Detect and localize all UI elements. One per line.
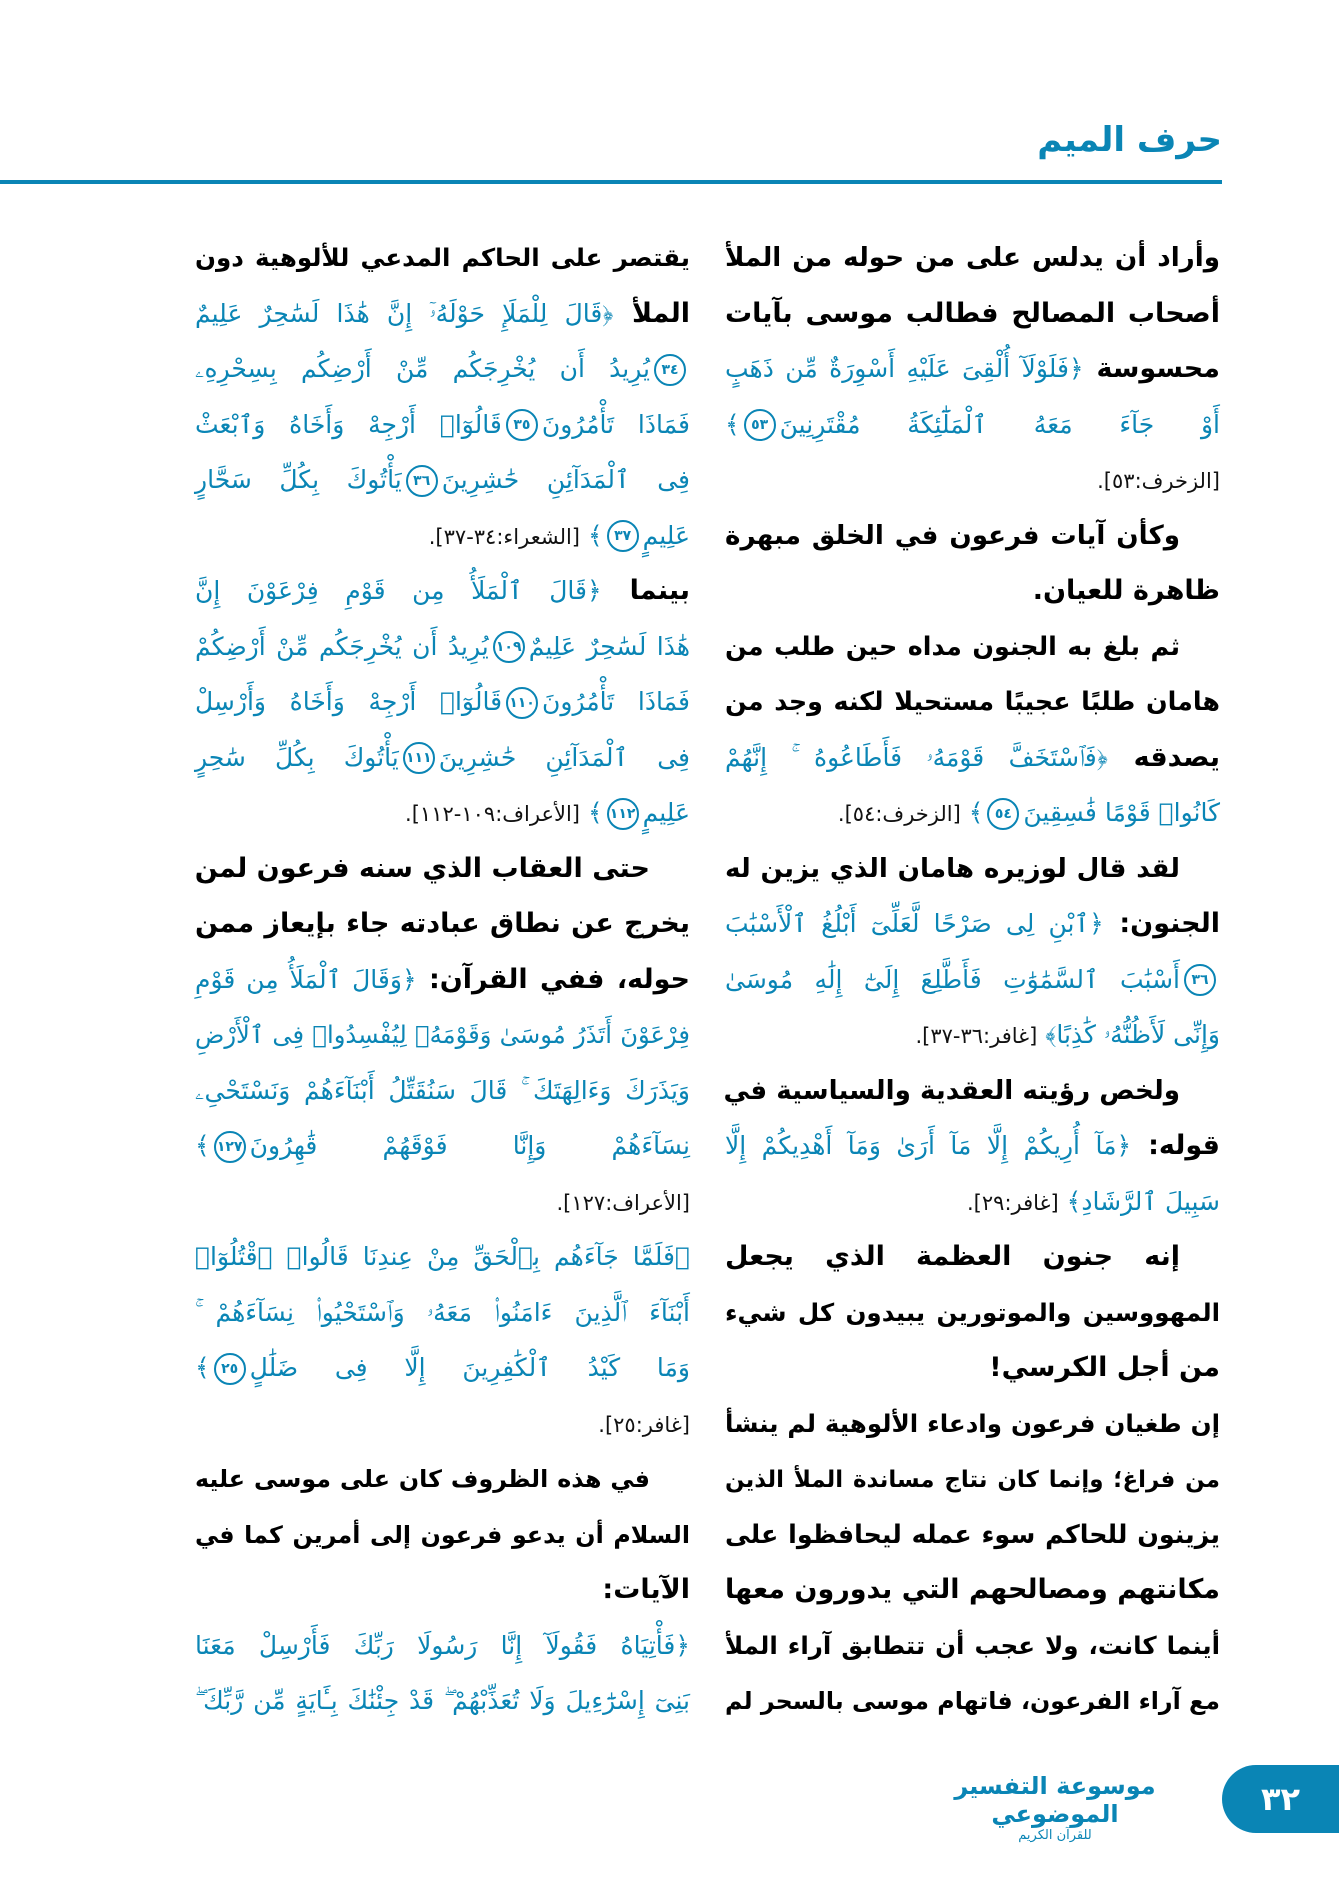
text-line: [195, 785, 690, 841]
quran-verse-text: سَبِيلَ ٱلرَّشَادِ﴾: [1058, 1186, 1220, 1216]
body-text: مع آراء الفرعون، فاتهام موسى بالسحر لم: [725, 1687, 1220, 1715]
ayah-number-marker: ٢٥: [214, 1353, 246, 1385]
body-text: مكانتهم ومصالحهم التي يدورون معها: [725, 1574, 1220, 1605]
text-line: [725, 1673, 1220, 1729]
body-text: ظاهرة للعيان.: [1032, 575, 1220, 606]
text-line: [725, 619, 1220, 675]
text-line: [725, 1229, 1220, 1285]
quran-verse-text: ﴾: [580, 520, 603, 550]
text-line: [195, 230, 690, 286]
verse-reference: [غافر:٣٦-٣٧].: [915, 1024, 1038, 1048]
logo-subtitle: للقرآن الكريم: [1018, 1828, 1092, 1843]
body-text: وأراد أن يدلس على من حوله من الملأ: [725, 243, 1220, 273]
text-line: [725, 1507, 1220, 1563]
text-line: [195, 674, 690, 730]
text-line: [725, 286, 1220, 342]
quran-verse-text: بَنِىٓ إِسْرَٰٓءِيلَ وَلَا تُعَذِّبْهُمْ ۖ قَدْ جِئْنَٰكَ بِـَٔايَةٍ مِّن رَّبِّكَ ۖ: [195, 1686, 690, 1715]
body-text: ولخص رؤيته العقدية والسياسية في: [723, 1075, 1180, 1106]
body-text: وكأن آيات فرعون في الخلق مبهرة: [725, 520, 1180, 551]
body-text: يقتصر على الحاكم المدعي للألوهية دون: [195, 243, 690, 272]
chapter-heading: حرف الميم: [1037, 120, 1222, 160]
text-line: [195, 341, 690, 397]
quran-verse-text: وَإِنِّى لَأَظُنُّهُۥ كَٰذِبًا﴾: [1037, 1020, 1220, 1049]
text-line: [725, 508, 1220, 564]
quran-verse-text: ﴾: [195, 1353, 210, 1382]
text-line: [195, 397, 690, 453]
ayah-number-marker: ١١٠: [506, 687, 538, 719]
verse-reference: [الشعراء:٣٤-٣٧].: [428, 524, 580, 549]
body-text: أصحاب المصالح فطالب موسى بآيات: [725, 297, 1220, 329]
text-line: [725, 1063, 1220, 1119]
text-line: [725, 785, 1220, 841]
text-line: [725, 1174, 1220, 1230]
body-text: من أجل الكرسي!: [989, 1352, 1220, 1383]
text-line: [195, 1451, 690, 1507]
body-text: أينما كانت، ولا عجب أن تتطابق آراء الملأ: [725, 1630, 1220, 1660]
ayah-number-marker: ١١١: [403, 742, 435, 774]
text-line: [195, 563, 690, 619]
quran-verse-text: قَالُوٓا۟ أَرْجِهْ وَأَخَاهُ وَأَرْسِلْ: [195, 687, 503, 716]
body-text: قوله:: [1131, 1130, 1220, 1161]
body-text: حوله، ففي القرآن:: [416, 963, 690, 995]
text-line: [195, 896, 690, 952]
verse-reference: [الزخرف:٥٤].: [837, 802, 961, 826]
ayah-number-marker: ١٢٧: [214, 1131, 246, 1163]
verse-reference: [الأعراف:١٠٩-١١٢].: [405, 802, 580, 826]
text-line: [195, 952, 690, 1008]
text-line: [725, 1396, 1220, 1452]
ayah-number-marker: ٣٦: [406, 465, 438, 497]
body-text: السلام أن يدعو فرعون إلى أمرين كما في: [195, 1520, 690, 1549]
quran-verse-text: فَمَاذَا تَأْمُرُونَ: [542, 687, 690, 716]
quran-verse-text: ﴿وَقَالَ ٱلْمَلَأُ مِن قَوْمِ: [195, 964, 417, 994]
text-line: [195, 1396, 690, 1452]
text-line: [195, 730, 690, 786]
text-line: [725, 397, 1220, 453]
quran-verse-text: ﴾: [960, 798, 984, 827]
text-line: [725, 452, 1220, 508]
text-line: [725, 563, 1220, 619]
text-column-left: [195, 230, 690, 1729]
text-line: [725, 674, 1220, 730]
ayah-number-marker: ٥٤: [987, 798, 1019, 830]
body-text: الجنون:: [1103, 908, 1221, 939]
text-line: [725, 1007, 1220, 1063]
quran-verse-text: هَٰذَا لَسَٰحِرٌ عَلِيمٌ: [528, 631, 691, 661]
text-line: [195, 452, 690, 508]
body-text: الملأ: [613, 297, 690, 329]
body-text: حتى العقاب الذي سنه فرعون لمن: [194, 852, 650, 884]
text-line: [195, 1285, 690, 1341]
text-column-right: [725, 230, 1220, 1729]
verse-reference: [غافر:٢٥].: [598, 1412, 690, 1437]
ayah-number-marker: ٥٣: [744, 409, 776, 441]
verse-reference: [الأعراف:١٢٧].: [556, 1190, 690, 1215]
quran-verse-text: أَبْنَآءَ ٱلَّذِينَ ءَامَنُوا۟ مَعَهُۥ وَٱسْتَحْيُوا۟ نِسَآءَهُمْ ۚ: [195, 1297, 690, 1327]
body-text: يخرج عن نطاق عبادته جاء بإيعاز ممن: [195, 908, 690, 939]
text-line: [195, 1229, 690, 1285]
text-line: [725, 952, 1220, 1008]
encyclopedia-logo: [930, 1772, 1180, 1843]
ayah-number-marker: ٣٦: [1184, 964, 1216, 996]
quran-verse-text: ﴿ٱبْنِ لِى صَرْحًا لَّعَلِّىٓ أَبْلُغُ ٱلْأَسْبَٰبَ: [725, 909, 1104, 938]
quran-verse-text: فَمَاذَا تَأْمُرُونَ: [541, 409, 690, 439]
body-text: هامان طلبًا عجيبًا مستحيلا لكنه وجد من: [725, 686, 1220, 716]
quran-verse-text: فِى ٱلْمَدَآئِنِ حَٰشِرِينَ: [441, 465, 691, 494]
text-line: [195, 1507, 690, 1563]
text-line: [195, 1618, 690, 1674]
text-line: [725, 1562, 1220, 1618]
text-line: [195, 1340, 690, 1396]
body-text: إنه جنون العظمة الذي يجعل: [725, 1241, 1180, 1272]
quran-verse-text: ﴿قَالَ ٱلْمَلَأُ مِن قَوْمِ فِرْعَوْنَ إِنَّ: [195, 576, 602, 605]
body-text: من فراغ؛ وإنما كان نتاج مساندة الملأ الذين: [725, 1467, 1220, 1493]
quran-verse-text: فِى ٱلْمَدَآئِنِ حَٰشِرِينَ: [438, 742, 690, 772]
quran-verse-text: كَانُوا۟ قَوْمًا فَٰسِقِينَ: [1023, 798, 1220, 827]
quran-verse-text: عَلِيمٍ: [642, 520, 690, 550]
header-divider: [0, 180, 1222, 184]
page-number: ٣٢: [1222, 1765, 1339, 1833]
quran-verse-text: فِرْعَوْنَ أَتَذَرُ مُوسَىٰ وَقَوْمَهُۥ لِيُفْسِدُوا۟ فِى ٱلْأَرْضِ: [195, 1020, 690, 1049]
text-line: [195, 619, 690, 675]
text-line: [195, 841, 690, 897]
quran-verse-text: وَمَا كَيْدُ ٱلْكَٰفِرِينَ إِلَّا فِى ضَلَٰلٍ: [249, 1353, 690, 1382]
ayah-number-marker: ٣٥: [506, 409, 538, 441]
text-line: [195, 1007, 690, 1063]
ayah-number-marker: ٣٧: [607, 520, 639, 552]
quran-verse-text: ﴿مَآ أُرِيكُمْ إِلَّا مَآ أَرَىٰ وَمَآ أَهْدِيكُمْ إِلَّا: [725, 1131, 1132, 1160]
quran-verse-text: يُرِيدُ أَن يُخْرِجَكُم مِّنْ أَرْضِكُم بِسِحْرِهِۦ: [195, 354, 650, 383]
body-text: يصدقه: [1107, 741, 1220, 773]
text-line: [725, 1118, 1220, 1174]
text-line: [725, 896, 1220, 952]
body-text: يزينون للحاكم سوء عمله ليحافظوا على: [725, 1518, 1220, 1549]
text-line: [725, 341, 1220, 397]
text-line: [195, 1673, 690, 1729]
text-line: [195, 508, 690, 564]
body-text: ثم بلغ به الجنون مداه حين طلب من: [725, 630, 1180, 661]
text-line: [725, 1451, 1220, 1507]
text-line: [725, 1618, 1220, 1674]
body-text: محسوسة: [1083, 353, 1220, 384]
text-line: [195, 1562, 690, 1618]
quran-verse-text: يَأْتُوكَ بِكُلِّ سَٰحِرٍ: [195, 742, 399, 772]
quran-verse-text: قَالُوٓا۟ أَرْجِهْ وَأَخَاهُ وَٱبْعَثْ: [195, 409, 502, 439]
text-line: [725, 730, 1220, 786]
body-text: الآيات:: [602, 1574, 690, 1605]
logo-title: موسوعة التفسير الموضوعي: [954, 1772, 1156, 1828]
text-line: [195, 286, 690, 342]
quran-verse-text: أَسْبَٰبَ ٱلسَّمَٰوَٰتِ فَأَطَّلِعَ إِلَىٰٓ إِلَٰهِ مُوسَىٰ: [725, 964, 1180, 994]
quran-verse-text: ﴾: [195, 1131, 210, 1160]
quran-verse-text: ﴿فَأْتِيَاهُ فَقُولَآ إِنَّا رَسُولَا رَبِّكَ فَأَرْسِلْ مَعَنَا: [195, 1630, 690, 1660]
quran-verse-text: ﴿فَلَمَّا جَآءَهُم بِٱلْحَقِّ مِنْ عِندِنَا قَالُوا۟ ٱقْتُلُوٓا۟: [195, 1242, 690, 1271]
quran-verse-text: أَوْ جَآءَ مَعَهُ ٱلْمَلَٰٓئِكَةُ مُقْتَرِنِينَ: [779, 409, 1220, 439]
verse-reference: [الزخرف:٥٣].: [1097, 469, 1220, 493]
ayah-number-marker: ١١٢: [607, 798, 639, 830]
verse-reference: [غافر:٢٩].: [967, 1190, 1059, 1215]
text-line: [725, 1285, 1220, 1341]
quran-verse-text: ﴾: [580, 798, 603, 827]
quran-verse-text: ﴿فَلَوْلَآ أُلْقِىَ عَلَيْهِ أَسْوِرَةٌ مِّن ذَهَبٍ: [725, 354, 1084, 383]
ayah-number-marker: ١٠٩: [493, 631, 525, 663]
text-line: [725, 841, 1220, 897]
text-line: [195, 1063, 690, 1119]
quran-verse-text: ﴾: [725, 409, 740, 439]
quran-verse-text: ﴿قَالَ لِلْمَلَإِ حَوْلَهُۥٓ إِنَّ هَٰذَا لَسَٰحِرٌ عَلِيمٌ: [195, 298, 614, 328]
quran-verse-text: نِسَآءَهُمْ وَإِنَّا فَوْقَهُمْ قَٰهِرُونَ: [249, 1131, 690, 1160]
text-line: [195, 1118, 690, 1174]
quran-verse-text: يَأْتُوكَ بِكُلِّ سَحَّارٍ: [195, 465, 402, 494]
body-text: المهووسين والموتورين يبيدون كل شيء: [725, 1297, 1220, 1327]
body-text: إن طغيان فرعون وادعاء الألوهية لم ينشأ: [725, 1408, 1220, 1438]
text-line: [725, 230, 1220, 286]
ayah-number-marker: ٣٤: [654, 354, 686, 386]
text-line: [725, 1340, 1220, 1396]
quran-verse-text: وَيَذَرَكَ وَءَالِهَتَكَ ۚ قَالَ سَنُقَتِّلُ أَبْنَآءَهُمْ وَنَسْتَحْىِۦ: [195, 1075, 690, 1105]
text-line: [195, 1174, 690, 1230]
body-text: لقد قال لوزيره هامان الذي يزين له: [725, 853, 1180, 884]
quran-verse-text: عَلِيمٍ: [642, 798, 690, 827]
quran-verse-text: ﴿فَٱسْتَخَفَّ قَوْمَهُۥ فَأَطَاعُوهُ ۚ إِنَّهُمْ: [725, 742, 1108, 772]
body-text: بينما: [601, 575, 690, 606]
body-text: في هذه الظروف كان على موسى عليه: [195, 1465, 650, 1493]
quran-verse-text: يُرِيدُ أَن يُخْرِجَكُم مِّنْ أَرْضِكُمْ: [195, 631, 489, 661]
